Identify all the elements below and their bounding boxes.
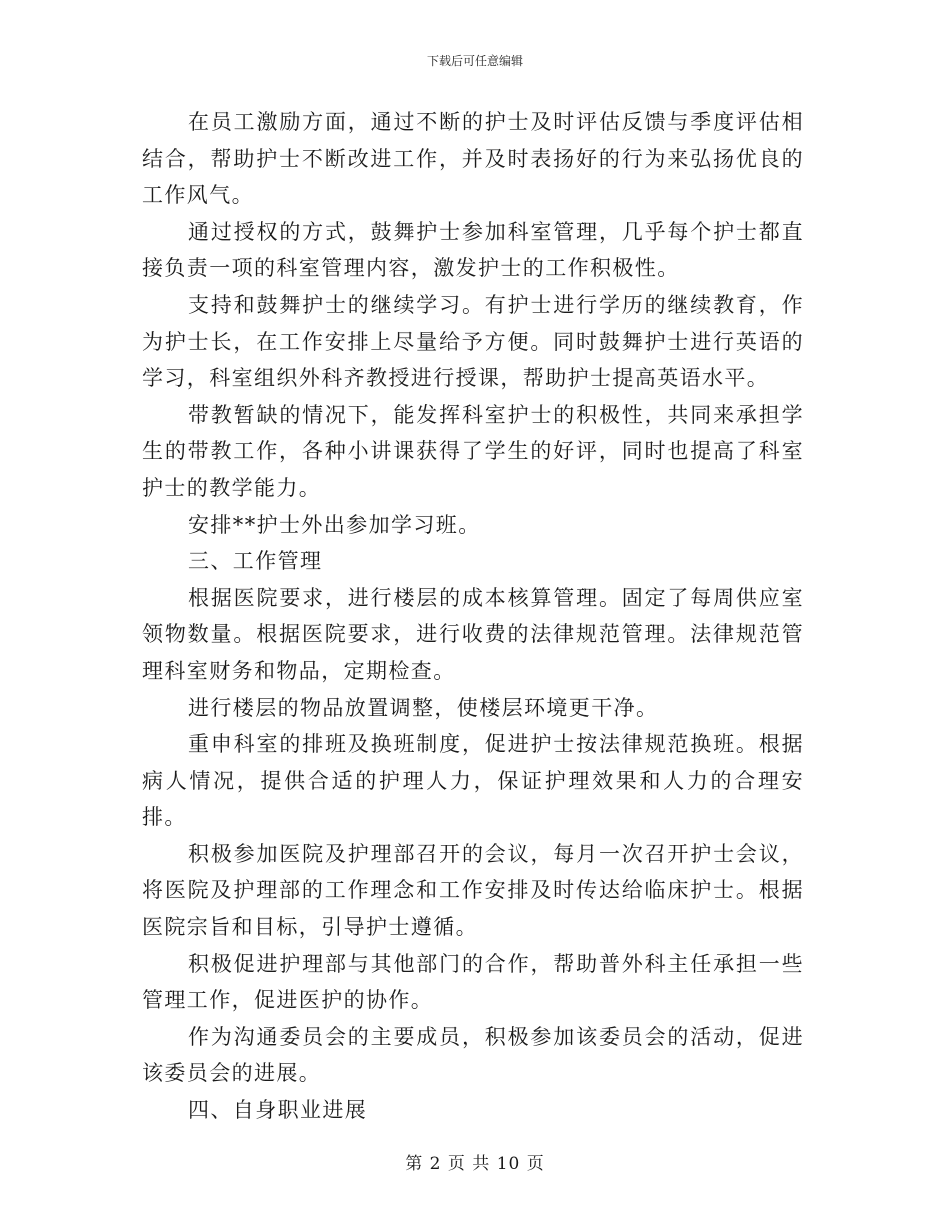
- page-header: 下载后可任意编辑: [426, 54, 523, 68]
- section-heading: 三、工作管理: [188, 549, 323, 574]
- paragraph: 积极促进护理部与其他部门的合作，帮助普外科主任承担一些管理工作，促进医护的协作。: [142, 951, 804, 1013]
- paragraph: 作为沟通委员会的主要成员，积极参加该委员会的活动，促进该委员会的进展。: [142, 1024, 804, 1086]
- paragraph: 带教暂缺的情况下，能发挥科室护士的积极性，共同来承担学生的带教工作，各种小讲课获得了学生的好评，同时也提高了科室护士的教学能力。: [142, 402, 804, 500]
- section-heading: 四、自身职业进展: [188, 1098, 368, 1123]
- paragraph: 重申科室的排班及换班制度，促进护士按法律规范换班。根据病人情况，提供合适的护理人力，保证护理效果和人力的合理安排。: [142, 732, 804, 830]
- paragraph: 支持和鼓舞护士的继续学习。有护士进行学历的继续教育，作为护士长，在工作安排上尽量给予方便。同时鼓舞护士进行英语的学习，科室组织外科齐教授进行授课，帮助护士提高英语水平。: [142, 292, 804, 391]
- document-body: [142, 104, 804, 1129]
- paragraph: 积极参加医院及护理部召开的会议，每月一次召开护士会议，将医院及护理部的工作理念和工作安排及时传达给临床护士。根据医院宗旨和目标，引导护士遵循。: [142, 841, 804, 940]
- paragraph: 安排**护士外出参加学习班。: [188, 512, 481, 537]
- page-number: 第 2 页 共 10 页: [405, 1154, 545, 1174]
- paragraph: 进行楼层的物品放置调整，使楼层环境更干净。: [188, 695, 659, 720]
- paragraph: 在员工激励方面，通过不断的护士及时评估反馈与季度评估相结合，帮助护士不断改进工作，并及时表扬好的行为来弘扬优良的工作风气。: [142, 110, 804, 208]
- paragraph: 根据医院要求，进行楼层的成本核算管理。固定了每周供应室领物数量。根据医院要求，进行收费的法律规范管理。法律规范管理科室财务和物品，定期检查。: [142, 585, 804, 683]
- paragraph: 通过授权的方式，鼓舞护士参加科室管理，几乎每个护士都直接负责一项的科室管理内容，激发护士的工作积极性。: [142, 219, 804, 281]
